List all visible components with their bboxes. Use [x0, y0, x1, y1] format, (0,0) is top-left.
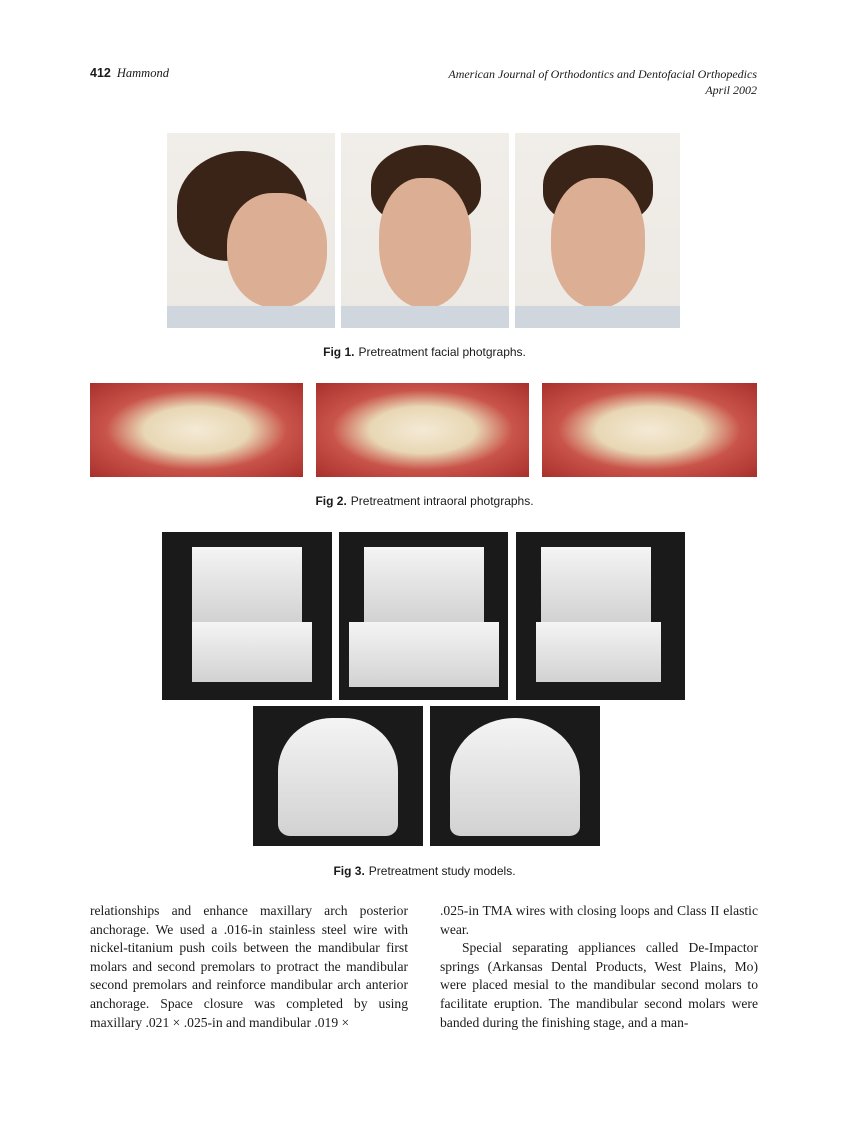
- body-paragraph: relationships and enhance maxillary arch posterior anchorage. We used a .016-in stainless steel wire with nickel-titanium push coils between the mandibular first molars and second premolars to protract the mandibular second premolars and reinforce mandibular arch anterior anchorage. Space closure was completed by using maxillary .021 × .025-in and mandibular .019 ×: [90, 903, 408, 1030]
- model-right-view: [162, 532, 332, 700]
- right-text-column: [440, 902, 758, 1032]
- figure-1-caption: [0, 345, 849, 359]
- figure-3-caption: [0, 864, 849, 878]
- issue-date: April 2002: [705, 83, 757, 97]
- body-paragraph: Special separating appliances called De-Impactor springs (Arkansas Dental Products, West Plains, Mo) were placed mesial to the mandibular second molars to facilitate eruption. The mandibular second molars were banded during the finishing stage, and a man-: [440, 940, 758, 1030]
- intraoral-right-photo: [90, 383, 303, 477]
- figure-label: Fig 3.: [333, 864, 365, 878]
- model-frontal-view: [339, 532, 508, 700]
- smiling-photo: [515, 133, 680, 328]
- caption-text: Pretreatment intraoral photgraphs.: [350, 494, 534, 508]
- running-header-left: [90, 66, 169, 81]
- figure-2-caption: [0, 494, 849, 508]
- journal-title: American Journal of Orthodontics and Dentofacial Orthopedics: [448, 67, 757, 81]
- left-text-column: [90, 902, 408, 1032]
- profile-photo: [167, 133, 335, 328]
- figure-label: Fig 1.: [323, 345, 355, 359]
- caption-text: Pretreatment study models.: [368, 864, 516, 878]
- frontal-photo: [341, 133, 509, 328]
- page-number: 412: [90, 66, 111, 80]
- running-header-right: [448, 66, 757, 98]
- model-left-view: [516, 532, 685, 700]
- body-paragraph: .025-in TMA wires with closing loops and Class II elastic wear.: [440, 903, 758, 937]
- figure-label: Fig 2.: [315, 494, 347, 508]
- caption-text: Pretreatment facial photgraphs.: [358, 345, 526, 359]
- model-mandibular-occlusal: [430, 706, 600, 846]
- model-maxillary-occlusal: [253, 706, 423, 846]
- intraoral-frontal-photo: [316, 383, 529, 477]
- author-name: Hammond: [116, 66, 169, 80]
- intraoral-left-photo: [542, 383, 757, 477]
